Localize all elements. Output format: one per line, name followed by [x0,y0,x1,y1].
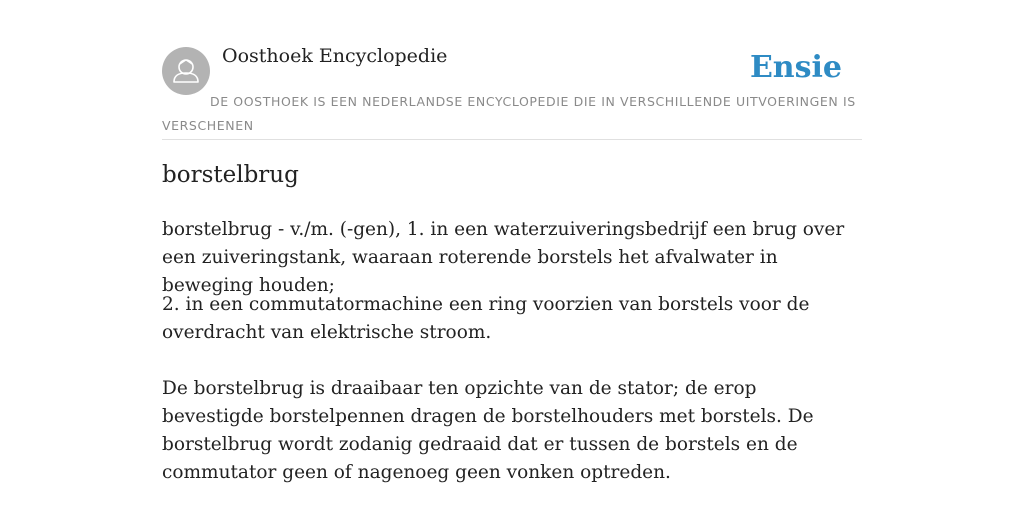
entry-paragraph: De borstelbrug is draaibaar ten opzichte van de stator; de erop bevestigde borstelpennen dragen de borstelhouders met borstels. De borstelbrug wordt zodanig gedraaid dat er tussen de borstels en de commutator geen of nagenoeg geen vonken optreden. [162,378,814,483]
source-name-link[interactable]: Oosthoek Encyclopedie [222,45,448,67]
entry-paragraph: borstelbrug - v./m. (-gen), 1. in een waterzuiveringsbedrijf een brug over een zuiveringstank, waaraan roterende borstels het afvalwater in beweging houden; [162,219,845,296]
avatar[interactable] [162,47,210,95]
page [162,0,862,512]
source-description: DE OOSTHOEK IS EEN NEDERLANDSE ENCYCLOPEDIE DIE IN VERSCHILLENDE UITVOERINGEN IS VERSCHENEN [162,94,856,133]
entry-paragraph: 2. in een commutatormachine een ring voorzien van borstels voor de overdracht van elektrische stroom. [162,294,810,343]
entry-title: borstelbrug [162,162,299,188]
ensie-logo[interactable]: Ensie [749,50,842,85]
source-header [162,0,862,140]
user-silhouette-icon [162,47,210,95]
